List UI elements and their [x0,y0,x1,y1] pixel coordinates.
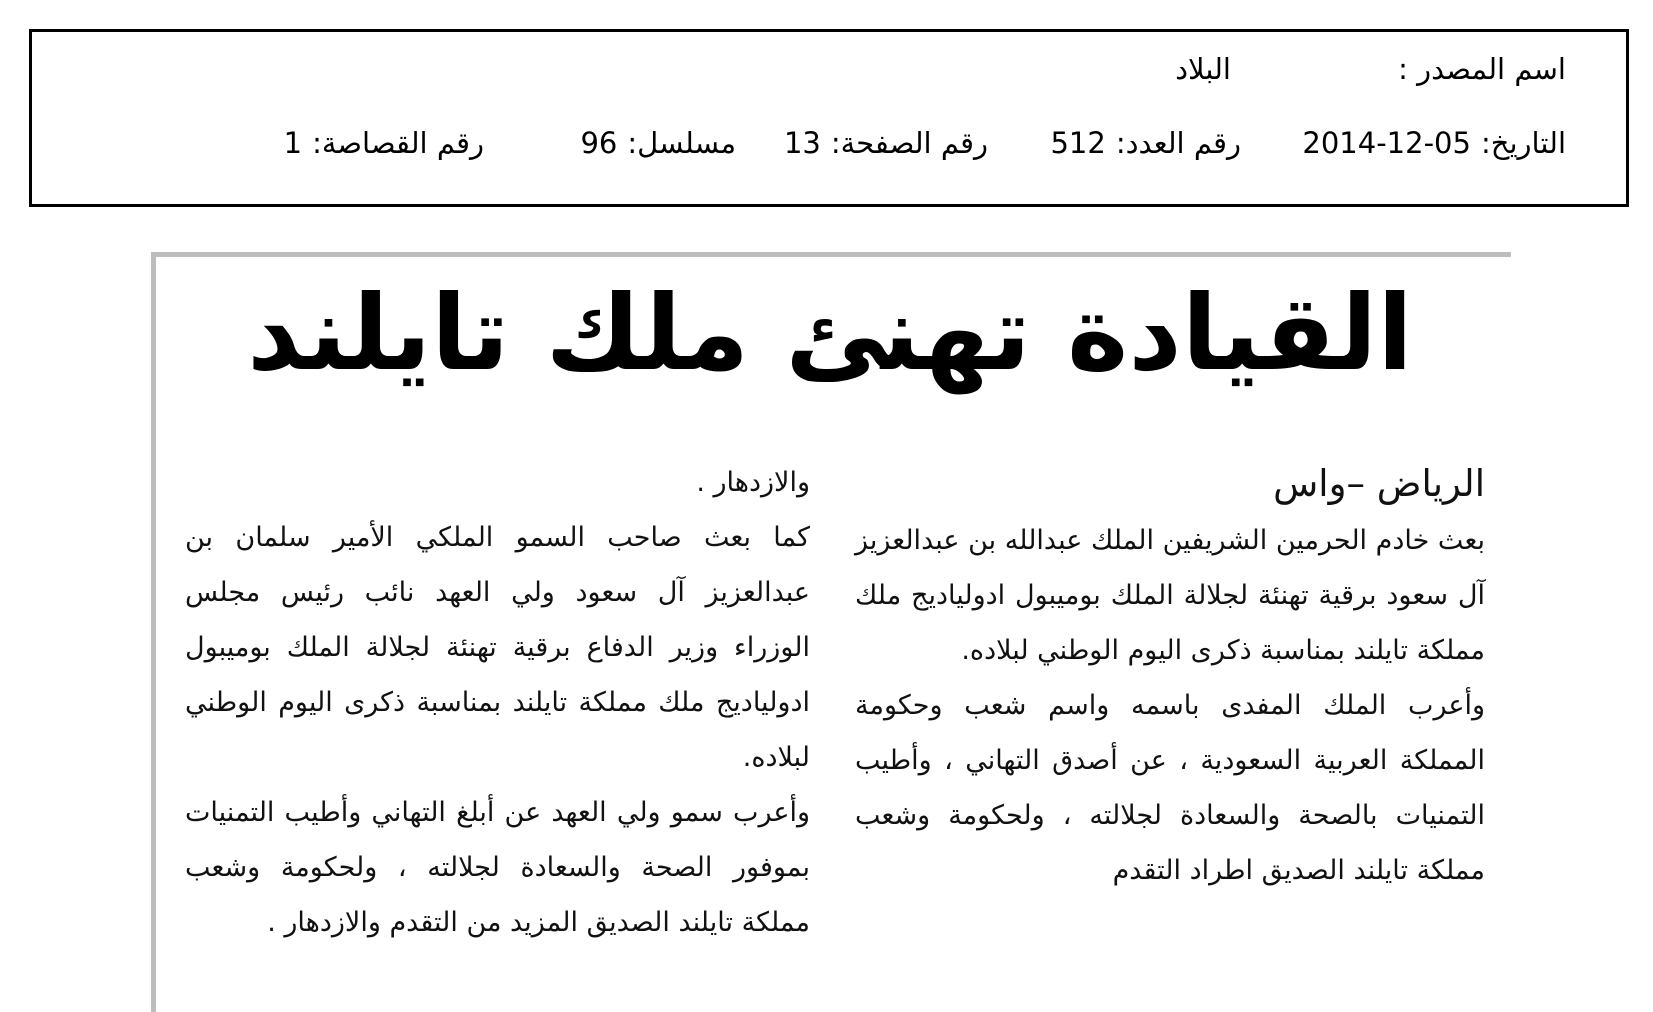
serial-label: مسلسل: [627,126,736,160]
source-row [92,52,1566,96]
date-value: 2014-12-05 [1302,126,1471,160]
date-label: التاريخ: [1480,126,1566,160]
page-value: 13 [783,126,821,160]
issue-field [1050,126,1241,160]
source-value-field [1175,52,1241,86]
page-field [784,126,988,160]
source-field [1398,52,1566,86]
source-info-box [29,29,1629,207]
article-paragraph: بعث خادم الحرمين الشريفين الملك عبدالله بن عبدالعزيز آل سعود برقية تهنئة لجلالة الملك بوميبول ادولياديج ملك مملكة تايلند بمناسبة ذكرى اليوم الوطني لبلاده. [855,525,1485,666]
article-column-right [855,455,1485,898]
issue-value: 512 [1050,126,1106,160]
meta-row [92,126,1566,170]
serial-field [580,126,736,160]
serial-value: 96 [580,126,618,160]
article-headline: القيادة تهنئ ملك تايلند [247,272,1413,394]
clip-field [284,126,484,160]
source-value: البلاد [1175,52,1231,86]
source-label: اسم المصدر : [1398,52,1566,86]
clip-label: رقم القصاصة: [312,126,484,160]
clip-value: 1 [283,126,303,160]
issue-label: رقم العدد: [1115,126,1241,160]
date-field [1302,126,1566,160]
article-paragraph: وأعرب الملك المفدى باسمه واسم شعب وحكومة المملكة العربية السعودية ، عن أصدق التهاني ، وأطيب التمنيات بالصحة والسعادة لجلالته ، ولحكومة وشعب مملكة تايلند الصديق اطراد التقدم [855,690,1485,886]
article-column-left [185,455,810,970]
article-paragraph: كما بعث صاحب السمو الملكي الأمير سلمان بن عبدالعزيز آل سعود ولي العهد نائب رئيس مجلس الوزراء وزير الدفاع برقية تهنئة لجلالة الملك بوميبول ادولياديج ملك مملكة تايلند بمناسبة ذكرى اليوم الوطني لبلاده. [185,522,810,773]
article-paragraph: وأعرب سمو ولي العهد عن أبلغ التهاني وأطيب التمنيات بموفور الصحة والسعادة لجلالته ، ولحكومة وشعب مملكة تايلند الصديق المزيد من التقدم والازدهار . [185,797,810,938]
article-dateline: الرياض –واس [1273,462,1485,505]
article-paragraph: والازدهار . [696,467,810,498]
page-label: رقم الصفحة: [830,126,988,160]
